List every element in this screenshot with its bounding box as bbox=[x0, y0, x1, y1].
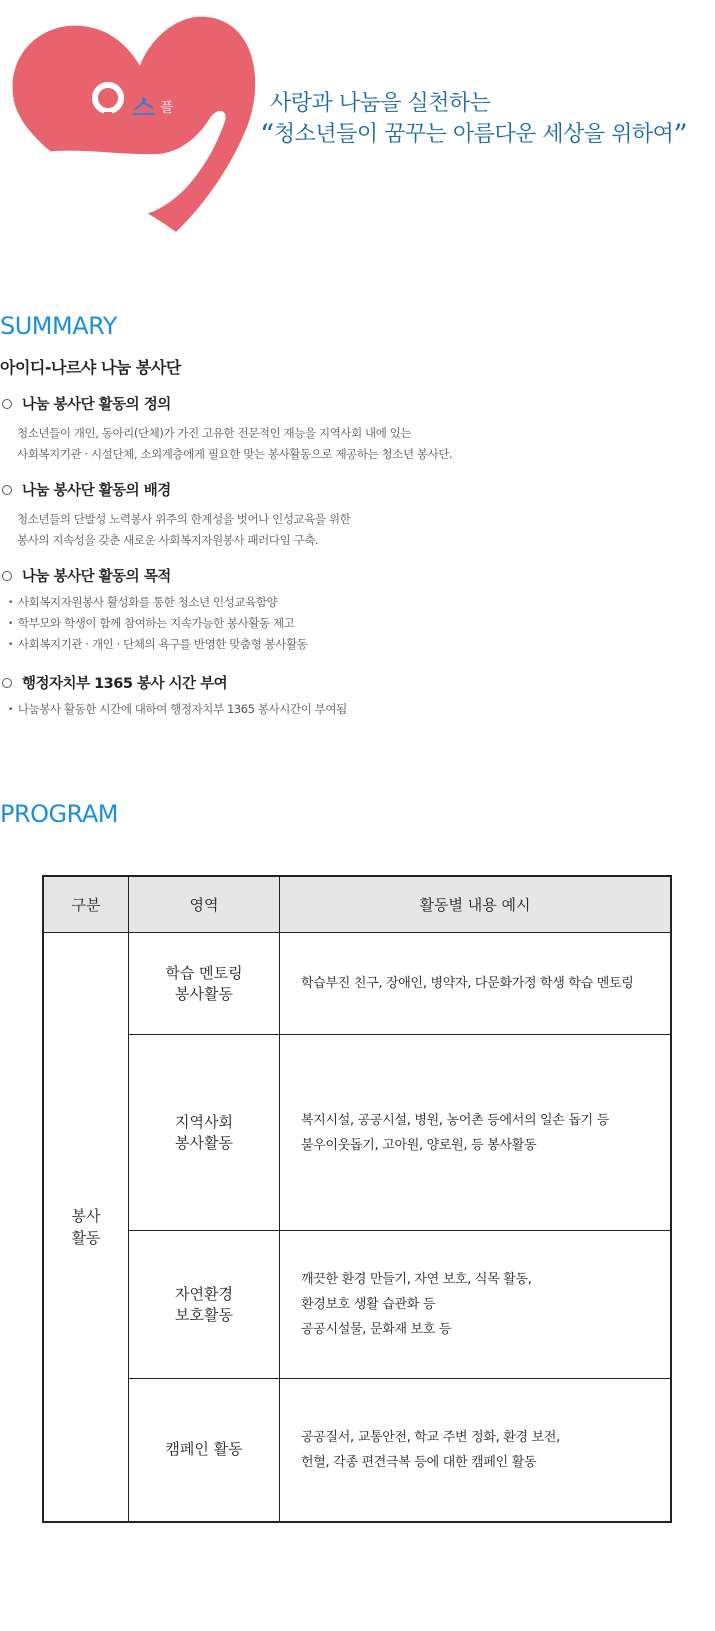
tagline-line2: “청소년들이 꿈꾸는 아름다운 세상을 위하여” bbox=[260, 118, 688, 151]
hero-banner bbox=[0, 0, 715, 250]
circle-bullet-icon bbox=[2, 571, 12, 581]
header-area: 영역 bbox=[129, 876, 280, 933]
header-category: 구분 bbox=[43, 876, 129, 933]
program-table bbox=[42, 875, 672, 1523]
list-item: • 사회복지자원봉사 활성화를 통한 청소년 인성교육함양 bbox=[8, 592, 700, 613]
table-header-row bbox=[43, 876, 671, 933]
logo-mark-text: 스 bbox=[132, 94, 156, 122]
area-cell: 학습 멘토링 봉사활동 bbox=[129, 933, 280, 1035]
summary-title: SUMMARY bbox=[0, 312, 117, 340]
table-row bbox=[43, 1035, 671, 1231]
area-cell: 캠페인 활동 bbox=[129, 1379, 280, 1522]
list-item: • 학부모와 학생이 함께 참여하는 지속가능한 봉사활동 제고 bbox=[8, 613, 700, 634]
summary-item-definition: 나눔 봉사단 활동의 정의 청소년들이 개인, 동아리(단체)가 가진 고유한 전문적인 재능을 지역사회 내에 있는 사회복지기관 · 시설단체, 소외계층에게 필요한 맞는 봉사활동으로 제공하는 청소년 봉사단. bbox=[0, 393, 700, 465]
table-row bbox=[43, 1379, 671, 1522]
heart-hand-logo-icon bbox=[8, 6, 258, 240]
circle-bullet-icon bbox=[2, 399, 12, 409]
svg-text:플: 플 bbox=[160, 100, 174, 116]
area-cell: 지역사회 봉사활동 bbox=[129, 1035, 280, 1231]
header-examples: 활동별 내용 예시 bbox=[280, 876, 672, 933]
list-item: • 사회복지기관 · 개인 · 단체의 욕구를 반영한 맞춤형 봉사활동 bbox=[8, 634, 700, 655]
summary-item-purpose: 나눔 봉사단 활동의 목적 • 사회복지자원봉사 활성화를 통한 청소년 인성교육함양 • 학부모와 학생이 함께 참여하는 지속가능한 봉사활동 제고 • 사회복지기관 · 개인 · 단체의 욕구를 반영한 맞춤형 봉사활동 bbox=[0, 565, 700, 655]
table-row bbox=[43, 933, 671, 1035]
tagline-line1: 사랑과 나눔을 실천하는 bbox=[270, 91, 491, 116]
list-item: • 나눔봉사 활동한 시간에 대하여 행정자치부 1365 봉사시간이 부여됨 bbox=[8, 699, 700, 720]
desc-cell: 복지시설, 공공시설, 병원, 농어촌 등에서의 일손 돕기 등 불우이웃돕기, 고아원, 양로원, 등 봉사활동 bbox=[280, 1035, 672, 1231]
tagline bbox=[260, 88, 688, 151]
program-title: PROGRAM bbox=[0, 800, 118, 828]
desc-cell: 공공질서, 교통안전, 학교 주변 정화, 환경 보전, 헌혈, 각종 편견극복 등에 대한 캠페인 활동 bbox=[280, 1379, 672, 1522]
table-row bbox=[43, 1231, 671, 1379]
circle-bullet-icon bbox=[2, 485, 12, 495]
desc-cell: 깨끗한 환경 만들기, 자연 보호, 식목 활동, 환경보호 생활 습관화 등 공공시설물, 문화재 보호 등 bbox=[280, 1231, 672, 1379]
area-cell: 자연환경 보호활동 bbox=[129, 1231, 280, 1379]
circle-bullet-icon bbox=[2, 678, 12, 688]
org-name: 아이디-나르샤 나눔 봉사단 bbox=[0, 358, 181, 377]
category-cell: 봉사 활동 bbox=[43, 933, 129, 1522]
summary-item-1365: 행정자치부 1365 봉사 시간 부여 • 나눔봉사 활동한 시간에 대하여 행정자치부 1365 봉사시간이 부여됨 bbox=[0, 672, 700, 720]
summary-item-background: 나눔 봉사단 활동의 배경 청소년들의 단발성 노력봉사 위주의 한계성을 벗어나 인성교육을 위한 봉사의 지속성을 갖춘 새로운 사회복지자원봉사 패러다임 구축. bbox=[0, 479, 700, 551]
desc-cell: 학습부진 친구, 장애인, 병약자, 다문화가정 학생 학습 멘토링 bbox=[280, 933, 672, 1035]
